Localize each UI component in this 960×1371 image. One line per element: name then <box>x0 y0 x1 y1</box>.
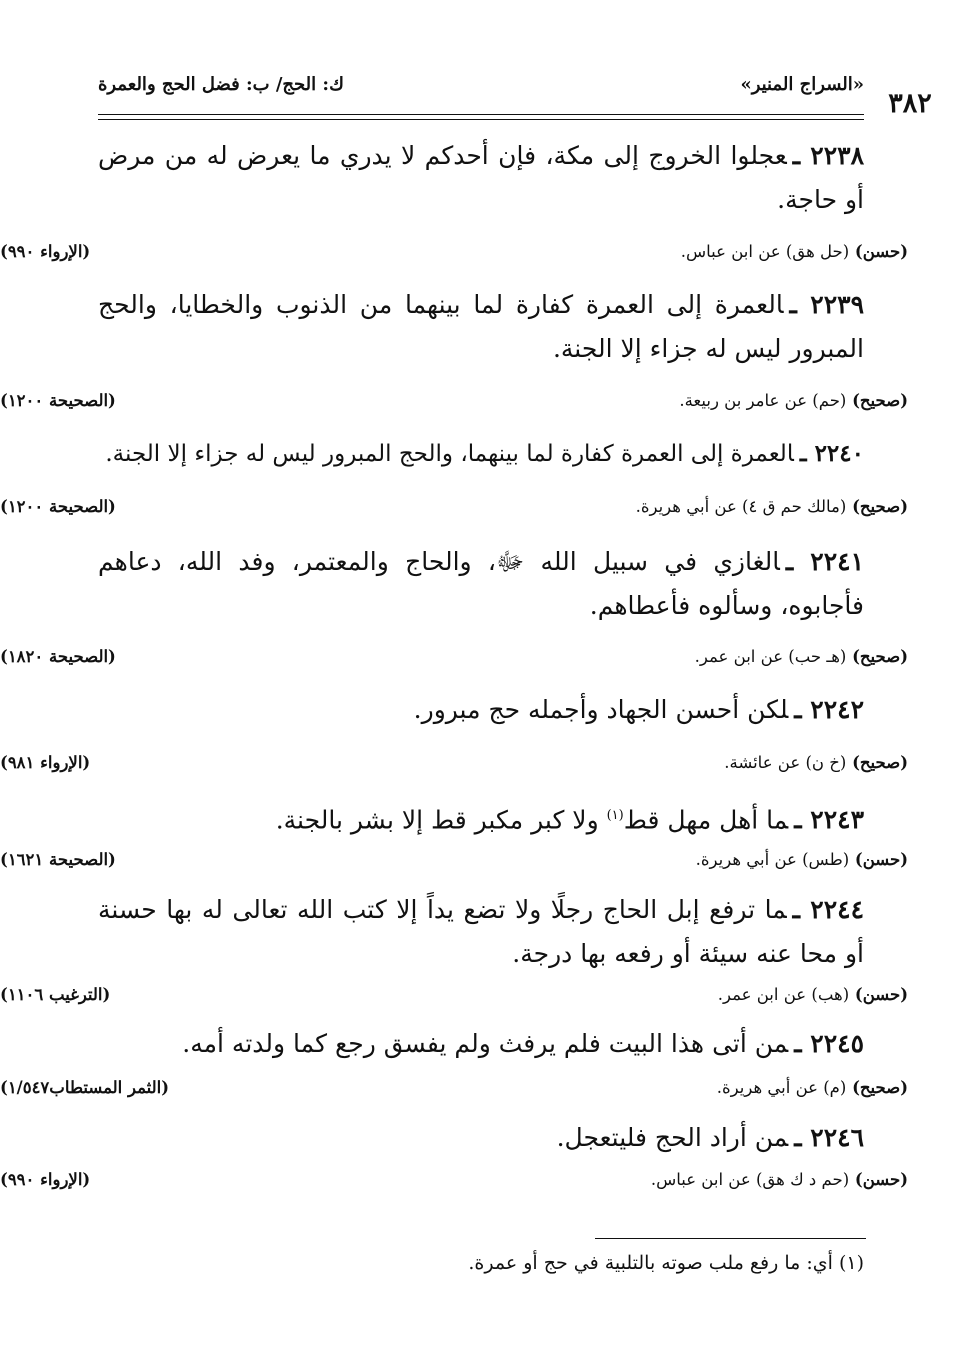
hadith-reference: (الإرواء ٩٩٠) <box>0 1170 91 1189</box>
hadith-source: (طس) عن أبي هريرة. <box>695 850 850 869</box>
chapter-title: ك: الحج/ ب: فضل الحج والعمرة <box>98 74 344 95</box>
source-line <box>0 391 960 421</box>
hadith-reference: (الصحيحة ١٢٠٠) <box>0 497 116 516</box>
source-line <box>0 1170 960 1200</box>
hadith-grade: (صحيح) <box>852 1078 908 1097</box>
hadith-reference: (الصحيحة ١٨٢٠) <box>0 647 116 666</box>
hadith-grade: (صحيح) <box>852 391 908 410</box>
hadith-entry <box>98 283 864 371</box>
header-rule-top <box>98 114 864 115</box>
footnote-number: (١) <box>838 1252 864 1274</box>
footnote-separator <box>595 1238 866 1239</box>
source-line <box>0 753 960 783</box>
source-line <box>0 985 960 1015</box>
hadith-entry <box>98 1022 864 1066</box>
hadith-text: ٢٢٤٢ ـلكن أحسن الجهاد وأجمله حج مبرور. <box>413 695 864 724</box>
hadith-entry <box>98 688 864 732</box>
hadith-number: ٢٢٤٣ ـ <box>794 805 864 835</box>
source-line <box>0 497 960 527</box>
hadith-grade: (حسن) <box>854 850 908 869</box>
source-line <box>0 647 960 677</box>
header-rule-bottom <box>98 119 864 120</box>
hadith-entry <box>98 794 864 842</box>
hadith-grade: (صحيح) <box>852 647 908 666</box>
source-line <box>0 242 960 272</box>
hadith-text: ٢٢٤٣ ـما أهل مهل قط$^{(١)}$ ولا كبر مكبر قط إلا بشر بالجنة. <box>275 805 864 835</box>
hadith-reference: (الإرواء ٩٩٠) <box>0 242 91 261</box>
hadith-grade: (صحيح) <box>852 497 908 516</box>
hadith-number: ٢٢٤٤ ـ <box>792 895 864 924</box>
hadith-text: ٢٢٤٦ ـمن أراد الحج فليتعجل. <box>556 1123 864 1152</box>
hadith-number: ٢٢٤٥ ـ <box>794 1029 864 1058</box>
hadith-grade: (حسن) <box>854 1170 908 1189</box>
hadith-reference: (الثمر المستطاب١/٥٤٧) <box>0 1078 170 1097</box>
hadith-entry <box>98 888 864 976</box>
hadith-number: ٢٢٤٠ ـ <box>799 440 864 467</box>
hadith-entry <box>98 432 864 476</box>
source-line <box>0 1078 960 1108</box>
hadith-source: (حل هق) عن ابن عباس. <box>680 242 850 261</box>
hadith-reference: (الإرواء ٩٨١) <box>0 753 91 772</box>
page-header <box>98 74 932 119</box>
hadith-source: (حم) عن عامر بن ربيعة. <box>679 391 847 410</box>
hadith-text: ٢٢٣٨ ـعجلوا الخروج إلى مكة، فإن أحدكم لا يدري ما يعرض له من مرض أو حاجة. <box>98 141 864 214</box>
hadith-number: ٢٢٤٢ ـ <box>794 695 864 724</box>
hadith-text: ٢٢٤٤ ـما ترفع إبل الحاج رجلًا ولا تضع يداً إلا كتب الله تعالى له بها حسنة أو محا عنه سيئة أو رفعه بها درجة. <box>98 895 864 968</box>
hadith-grade: (حسن) <box>854 985 908 1004</box>
hadith-source: (هـ حب) عن ابن عمر. <box>694 647 847 666</box>
hadith-reference: (الصحيحة ١٢٠٠) <box>0 391 116 410</box>
hadith-entry <box>98 134 864 222</box>
footnote-marker[interactable]: (١) <box>606 808 624 823</box>
hadith-reference: (الصحيحة ١٦٢١) <box>0 850 116 869</box>
hadith-text: ٢٢٤١ ـالغازي في سبيل الله ﷻ، والحاج والمعتمر، وفد الله، دعاهم فأجابوه، وسألوه فأعطاهم. <box>98 547 864 620</box>
hadith-entry <box>98 1116 864 1160</box>
hadith-number: ٢٢٤٦ ـ <box>794 1123 864 1152</box>
hadith-number: ٢٢٣٨ ـ <box>792 141 864 170</box>
source-line <box>0 850 960 880</box>
hadith-text: ٢٢٤٠ ـالعمرة إلى العمرة كفارة لما بينهما، والحج المبرور ليس له جزاء إلا الجنة. <box>105 440 864 467</box>
hadith-source: (هب) عن ابن عمر. <box>717 985 850 1004</box>
footnote <box>468 1252 864 1274</box>
hadith-source: (حم د ك هق) عن ابن عباس. <box>650 1170 850 1189</box>
hadith-source: (خ ن) عن عائشة. <box>724 753 847 772</box>
hadith-source: (مالك حم ق ٤) عن أبي هريرة. <box>635 497 847 516</box>
page-number: ٣٨٢ <box>888 88 932 119</box>
hadith-number: ٢٢٤١ ـ <box>785 547 864 576</box>
hadith-reference: (الترغيب ١١٠٦) <box>0 985 111 1004</box>
hadith-grade: (حسن) <box>854 242 908 261</box>
hadith-grade: (صحيح) <box>852 753 908 772</box>
hadith-source: (م) عن أبي هريرة. <box>716 1078 847 1097</box>
hadith-text: ٢٢٣٩ ـالعمرة إلى العمرة كفارة لما بينهما من الذنوب والخطايا، والحج المبرور ليس له جزاء إلا الجنة. <box>98 290 864 363</box>
footnote-text: أي: ما رفع ملب صوته بالتلبية في حج أو عمرة. <box>468 1252 833 1274</box>
hadith-entry <box>98 540 864 628</box>
hadith-text: ٢٢٤٥ ـمن أتى هذا البيت فلم يرفث ولم يفسق رجع كما ولدته أمه. <box>182 1029 864 1058</box>
book-title: «السراج المنير» <box>740 74 864 95</box>
hadith-number: ٢٢٣٩ ـ <box>789 290 864 319</box>
